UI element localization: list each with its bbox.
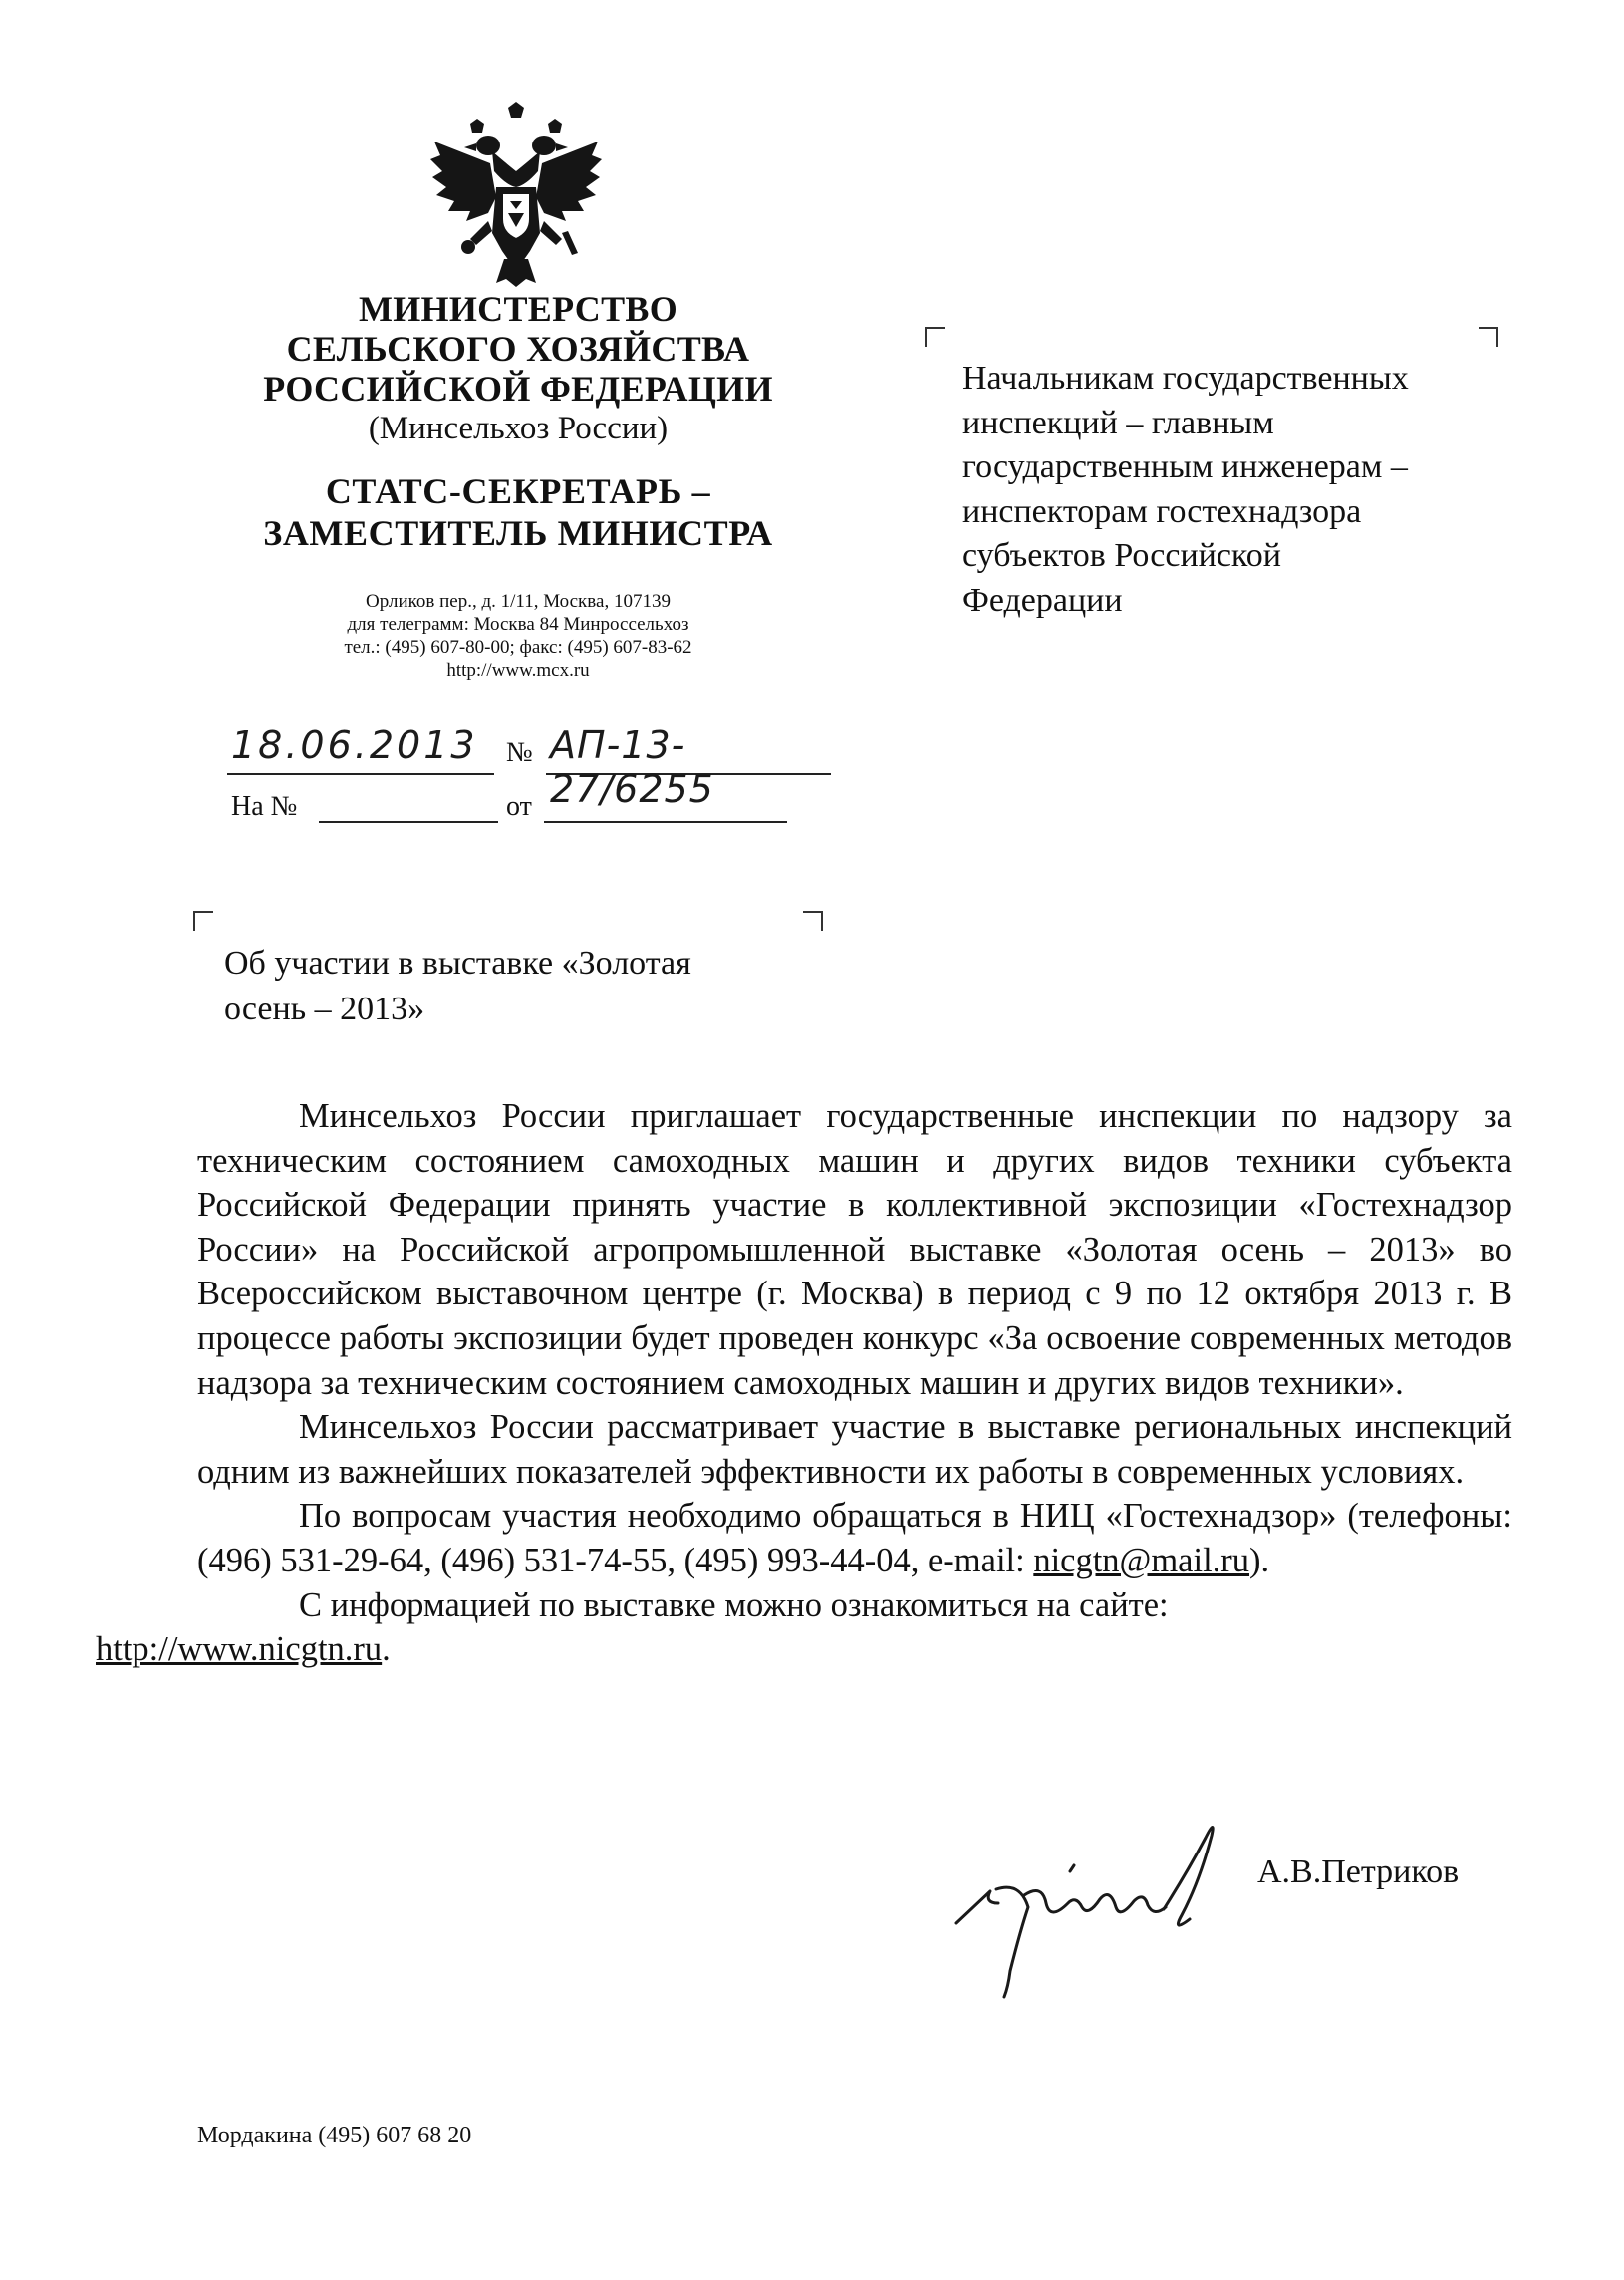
org-name-line2: СЕЛЬСКОГО ХОЗЯЙСТВА [286, 329, 750, 369]
date-field [227, 723, 494, 775]
org-phones: тел.: (495) 607-80-00; факс: (495) 607-83-62 [344, 637, 692, 658]
recipient-line: государственным инженерам – [962, 448, 1408, 485]
contact-text-end: ). [1249, 1541, 1270, 1579]
website-link[interactable]: http://www.nicgtn.ru [96, 1630, 383, 1669]
org-name-line3: РОССИЙСКОЙ ФЕДЕРАЦИИ [263, 369, 773, 409]
handwritten-signature [950, 1812, 1239, 2001]
number-label: № [506, 737, 533, 768]
org-website: http://www.mcx.ru [446, 660, 590, 681]
state-emblem-icon [426, 102, 606, 287]
letter-date: 18.06.2013 [231, 723, 478, 767]
recipient-line: инспекторам гостехнадзора [962, 492, 1362, 530]
letter-body [96, 1094, 1512, 1672]
org-telegram: для телеграмм: Москва 84 Минроссельхоз [347, 614, 689, 635]
signer-name: А.В.Петриков [1257, 1853, 1460, 1890]
recipient-corner-left [925, 327, 945, 347]
subject-corner-right [803, 911, 823, 931]
contact-text: По вопросам участия необходимо обращаться в НИЦ «Гостехнадзор» (телефоны: (496) 531-29-64, (496) 531-74-55, (495) 993-44-04, e-mail: [197, 1497, 1512, 1579]
org-header [209, 289, 827, 682]
ref-number-field [319, 787, 498, 823]
recipient-line: Начальникам государственных [962, 360, 1409, 397]
recipient-block [962, 357, 1520, 623]
ref-number-label: На № [231, 791, 298, 822]
executor-contact: Мордакина (495) 607 68 20 [197, 2123, 472, 2148]
org-address: Орликов пер., д. 1/11, Москва, 107139 [366, 591, 671, 612]
org-short-name: (Минсельхоз России) [368, 411, 669, 446]
position-line1: СТАТС-СЕКРЕТАРЬ – [325, 471, 711, 511]
position-line2: ЗАМЕСТИТЕЛЬ МИНИСТРА [263, 513, 773, 553]
subject-corner-left [193, 911, 213, 931]
recipient-corner-right [1479, 327, 1498, 347]
website-text: С информацией по выставке можно ознакомиться на сайте: [299, 1585, 1169, 1624]
recipient-line: субъектов Российской [962, 537, 1281, 574]
subject-line1: Об участии в выставке «Золотая [224, 945, 691, 982]
recipient-line: Федерации [962, 581, 1123, 619]
body-paragraph-1: Минсельхоз России приглашает государственные инспекции по надзору за техническим состоянием самоходных машин и других видов техники субъекта Российской Федерации принять участие в коллективной экспозиции «Гостехнадзор России» на Российской агропромышленной выставке «Золотая осень – 2013» во Всероссийском выставочном центре (г. Москва) в период с 9 по 12 октября 2013 г. В процессе работы экспозиции будет проведен конкурс «За освоение современных методов надзора за техническим состоянием самоходных машин и других видов техники». [197, 1097, 1512, 1402]
letter-number: АП-13-27/6255 [550, 723, 714, 811]
number-field [546, 723, 831, 811]
recipient-line: инспекций – главным [962, 404, 1274, 441]
ref-from-label: от [506, 791, 532, 822]
website-text-end: . [382, 1630, 391, 1669]
letter-subject [224, 941, 822, 1032]
body-paragraph-3 [197, 1494, 1512, 1582]
contact-email-link[interactable]: nicgtn@mail.ru [1033, 1541, 1250, 1579]
body-paragraph-2: Минсельхоз России рассматривает участие в выставке региональных инспекций одним из важнейших показателей эффективности их работы в современных условиях. [197, 1408, 1512, 1491]
body-paragraph-4 [96, 1583, 1512, 1672]
ref-date-field [544, 787, 787, 823]
subject-line2: осень – 2013» [224, 991, 425, 1027]
org-name-line1: МИНИСТЕРСТВО [358, 289, 678, 329]
